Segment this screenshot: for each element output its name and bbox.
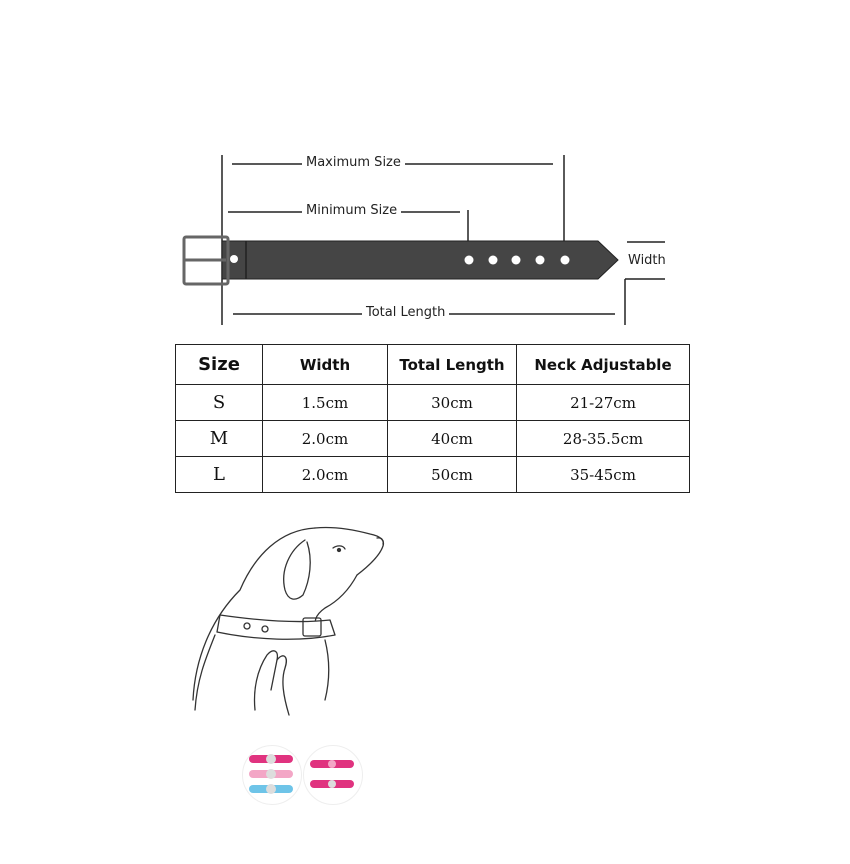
- cell-width: 2.0cm: [263, 457, 388, 493]
- table-row: [176, 385, 690, 421]
- minimum-size-label: Minimum Size: [302, 203, 401, 218]
- table-row: [176, 421, 690, 457]
- collar-drawing: [0, 0, 850, 340]
- cell-neck-adjustable: 35-45cm: [517, 457, 690, 493]
- cell-total-length: 30cm: [388, 385, 517, 421]
- cell-total-length: 50cm: [388, 457, 517, 493]
- dog-illustration: [185, 520, 400, 730]
- cell-width: 1.5cm: [263, 385, 388, 421]
- width-label: Width: [624, 253, 670, 268]
- total-length-label: Total Length: [362, 305, 449, 320]
- header-neck-adjustable: Neck Adjustable: [517, 345, 690, 385]
- header-width: Width: [263, 345, 388, 385]
- product-thumbnail-pink[interactable]: [303, 745, 363, 805]
- size-table: [175, 344, 690, 493]
- cell-total-length: 40cm: [388, 421, 517, 457]
- maximum-size-label: Maximum Size: [302, 155, 405, 170]
- table-row: [176, 457, 690, 493]
- cell-width: 2.0cm: [263, 421, 388, 457]
- cell-size: L: [176, 457, 263, 493]
- cell-size: M: [176, 421, 263, 457]
- header-size: Size: [176, 345, 263, 385]
- product-thumbnail-multicolor[interactable]: [242, 745, 302, 805]
- header-total-length: Total Length: [388, 345, 517, 385]
- table-header-row: [176, 345, 690, 385]
- cell-neck-adjustable: 21-27cm: [517, 385, 690, 421]
- cell-neck-adjustable: 28-35.5cm: [517, 421, 690, 457]
- collar-diagram: [0, 0, 850, 340]
- cell-size: S: [176, 385, 263, 421]
